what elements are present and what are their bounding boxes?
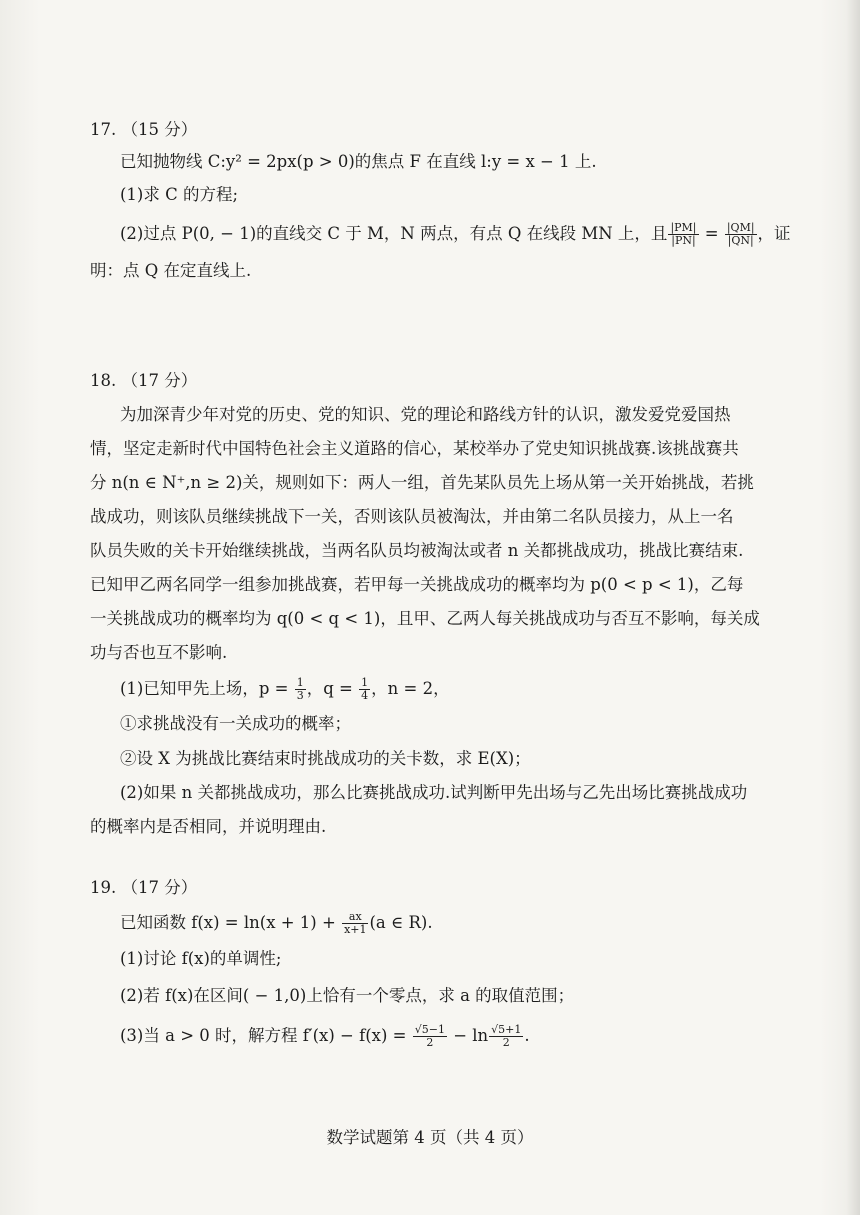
- fraction-denominator: 2: [502, 1036, 510, 1049]
- page-footer: 数学试题第 4 页（共 4 页）: [326, 1128, 534, 1147]
- fraction-denominator: 2: [426, 1036, 434, 1049]
- q19-part3-tail: .: [524, 1026, 530, 1045]
- q18-line-4: 战成功，则该队员继续挑战下一关，否则该队员被淘汰，并由第二名队员接力，从上一名: [90, 507, 734, 526]
- fraction-numerator: |PM|: [670, 221, 697, 234]
- fraction-pm-pn: [668, 222, 698, 247]
- fraction-numerator: 1: [296, 676, 304, 689]
- fraction-q: [359, 677, 370, 702]
- fraction-sqrt5-minus-1: [413, 1024, 447, 1049]
- q18-line-3: 分 n(n ∈ N⁺,n ≥ 2)关，规则如下：两人一组，首先某队员先上场从第一关开始挑战，若挑: [90, 473, 754, 492]
- fraction-numerator: 1: [361, 676, 369, 689]
- q18-line-6: 已知甲乙两名同学一组参加挑战赛，若甲每一关挑战成功的概率均为 p(0 < p < 1)，乙每: [90, 575, 744, 594]
- page-edge-shadow: [846, 0, 860, 1215]
- q18-line-2: 情，坚定走新时代中国特色社会主义道路的信心，某校举办了党史知识挑战赛.该挑战赛共: [90, 439, 739, 458]
- q17-part2-tail: ，证: [757, 224, 791, 243]
- q18-line-7: 一关挑战成功的概率均为 q(0 < q < 1)，且甲、乙两人每关挑战成功与否互不影响，每关成: [90, 609, 760, 628]
- q18-part2: (2)如果 n 关都挑战成功，那么比赛挑战成功.试判断甲先出场与乙先出场比赛挑战成功: [120, 783, 748, 802]
- q18-part1-q: ，q =: [306, 679, 359, 698]
- q17-part2: [120, 222, 791, 247]
- fraction-ax-over-x-plus-1: [342, 911, 368, 936]
- q18-line-5: 队员失败的关卡开始继续挑战，当两名队员均被淘汰或者 n 关都挑战成功，挑战比赛结束.: [90, 541, 744, 560]
- fraction-p: [295, 677, 306, 702]
- q17-heading: 17. （15 分）: [90, 120, 198, 139]
- q19-part3: [120, 1024, 530, 1049]
- q17-stem: 已知抛物线 C:y² = 2px(p > 0)的焦点 F 在直线 l:y = x − 1 上.: [120, 152, 597, 171]
- fraction-numerator: |QM|: [726, 221, 755, 234]
- equals-sign: =: [699, 224, 724, 243]
- q18-part1-n: ，n = 2，: [371, 679, 450, 698]
- q18-sub2: ②设 X 为挑战比赛结束时挑战成功的关卡数，求 E(X)；: [120, 749, 531, 768]
- fraction-denominator: 4: [361, 689, 369, 702]
- q19-part1: (1)讨论 f(x)的单调性;: [120, 949, 282, 968]
- q18-part1-text: (1)已知甲先上场，p =: [120, 679, 294, 698]
- fraction-numerator: ax: [342, 911, 368, 924]
- q19-stem-text: 已知函数 f(x) = ln(x + 1) +: [120, 913, 342, 932]
- q17-part2-cont: 明：点 Q 在定直线上.: [90, 261, 252, 280]
- q19-part2: (2)若 f(x)在区间( − 1,0)上恰有一个零点，求 a 的取值范围；: [120, 986, 575, 1005]
- q19-heading: 19. （17 分）: [90, 878, 198, 897]
- q19-part3-text: (3)当 a > 0 时，解方程 f′(x) − f(x) =: [120, 1026, 412, 1045]
- q19-part3-ln: − ln: [447, 1026, 489, 1045]
- fraction-denominator: 3: [296, 689, 304, 702]
- q18-part1: [120, 677, 450, 702]
- fraction-numerator: √5−1: [414, 1023, 445, 1036]
- fraction-numerator: √5+1: [491, 1023, 522, 1036]
- fraction-qm-qn: [725, 222, 757, 247]
- q17-part1: (1)求 C 的方程;: [120, 185, 239, 204]
- fraction-denominator: |QN|: [727, 234, 754, 247]
- fraction-sqrt5-plus-1: [489, 1024, 523, 1049]
- fraction-denominator: x+1: [344, 923, 367, 936]
- q18-part2-cont: 的概率内是否相同，并说明理由.: [90, 817, 327, 836]
- q18-line-1: 为加深青少年对党的历史、党的知识、党的理论和路线方针的认识，激发爱党爱国热: [120, 405, 731, 424]
- fraction-denominator: |PN|: [671, 234, 696, 247]
- q19-stem: [120, 911, 433, 936]
- q18-sub1: ①求挑战没有一关成功的概率；: [120, 714, 351, 733]
- q18-line-8: 功与否也互不影响.: [90, 643, 228, 662]
- q18-heading: 18. （17 分）: [90, 371, 198, 390]
- q19-stem-tail: (a ∈ R).: [369, 913, 433, 932]
- q17-part2-text: (2)过点 P(0, − 1)的直线交 C 于 M，N 两点，有点 Q 在线段 MN 上，且: [120, 224, 668, 243]
